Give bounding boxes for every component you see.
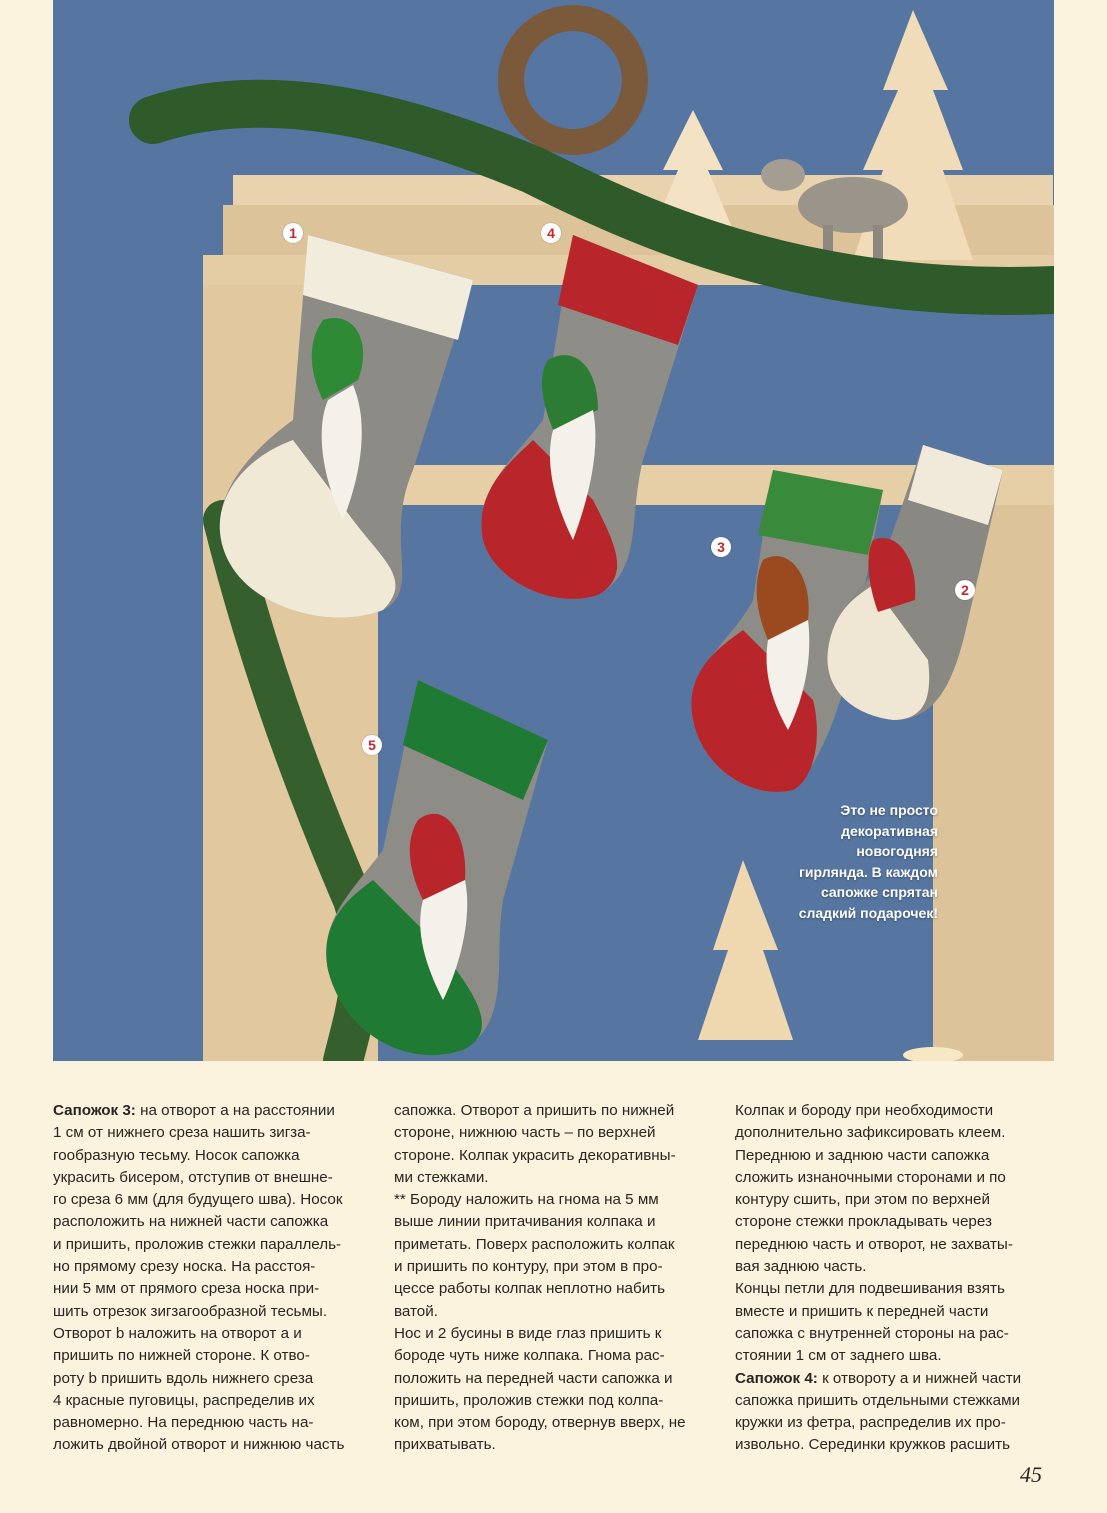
text-line: вместе и пришить к передней части — [735, 1302, 989, 1320]
text-line: стороне, нижнюю часть – по верхней — [394, 1124, 656, 1142]
text-line: сапожка. Отворот а пришить по нижней — [394, 1102, 675, 1119]
text-line: стороне стежки прокладывать через — [735, 1213, 992, 1231]
photo-caption — [752, 800, 938, 923]
text-line: но прямому срезу носка. На расстоя- — [53, 1258, 316, 1276]
stocking-marker-3: 3 — [711, 537, 731, 557]
text-line: го среза 6 мм (для будущего шва). Носок — [53, 1191, 343, 1209]
text-line: и пришить, проложив стежки параллель- — [53, 1235, 342, 1253]
text-line: переднюю часть и отворот, не захваты- — [735, 1235, 1013, 1253]
text-line: пришить по нижней стороне. К отво- — [53, 1347, 310, 1365]
text-line: ложить двойной отворот и нижнюю часть — [53, 1436, 345, 1454]
text-line: Нос и 2 бусины в виде глаз пришить к — [394, 1324, 662, 1342]
caption-line: сапожке спрятан — [820, 884, 938, 900]
text-line: шить отрезок зигзагообразной тесьмы. — [53, 1302, 328, 1320]
instructions-text — [53, 1100, 1054, 1460]
page-number: 45 — [1020, 1462, 1042, 1487]
stocking-marker-5: 5 — [362, 735, 382, 755]
text-line: сложить изнаночными сторонами и по — [735, 1168, 1006, 1186]
text-column-2 — [394, 1100, 716, 1457]
text-line: 1 см от нижнего среза нашить зигза- — [53, 1124, 311, 1142]
donkey-figure — [798, 177, 908, 233]
text-line: ** Бороду наложить на гнома на 5 мм — [394, 1191, 659, 1209]
text-line: цессе работы колпак неплотно набить — [394, 1280, 666, 1298]
caption-line: гирлянда. В каждом — [799, 863, 938, 880]
text-line: сапожка с внутренней стороны на рас- — [735, 1324, 1009, 1342]
caption-line: новогодняя — [856, 843, 938, 859]
caption-line: декоративная — [841, 822, 938, 839]
stocking-marker-1: 1 — [283, 223, 303, 243]
text-column-3 — [735, 1100, 1057, 1457]
text-line: прихватывать. — [394, 1436, 496, 1454]
text-column-1 — [53, 1100, 375, 1457]
text-line: ком, при этом бороду, отвернув вверх, не — [394, 1414, 686, 1432]
caption-line: Это не просто — [840, 802, 938, 818]
text-line: нии 5 мм от прямого среза носка при- — [53, 1280, 320, 1298]
text-line: сапожка пришить отдельными стежками — [735, 1391, 1021, 1409]
text-line: извольно. Серединки кружков расшить — [735, 1436, 1010, 1454]
text-line: на отворот а на расстоянии — [135, 1102, 335, 1119]
stocking-marker-2: 2 — [955, 580, 975, 600]
text-line: стороне. Колпак украсить декоративны- — [394, 1146, 676, 1164]
text-line: Концы петли для подвешивания взять — [735, 1280, 1005, 1298]
text-line: ми стежками. — [394, 1168, 489, 1186]
text-line: контуру сшить, при этом по верхней — [735, 1191, 990, 1209]
text-line: бороде чуть ниже колпака. Гнома рас- — [394, 1347, 665, 1365]
caption-line: сладкий подарочек! — [798, 904, 938, 921]
text-line: гообразную тесьму. Носок сапожка — [53, 1146, 300, 1164]
text-line: положить на передней части сапожка и — [394, 1369, 673, 1387]
text-line: выше линии притачивания колпака и — [394, 1213, 656, 1231]
text-line: пришить, проложив стежки под колпа- — [394, 1391, 664, 1409]
section-heading-stocking-3: Сапожок 3: — [53, 1102, 136, 1119]
text-line: кружки из фетра, распределив их про- — [735, 1414, 1006, 1432]
text-line: приметать. Поверх расположить колпак — [394, 1235, 675, 1253]
text-line: 4 красные пуговицы, распределив их — [53, 1391, 315, 1409]
text-line: вая заднюю часть. — [735, 1258, 867, 1276]
section-heading-stocking-4: Сапожок 4: — [735, 1369, 818, 1387]
text-line: украсить бисером, отступив от внешне- — [53, 1168, 333, 1186]
text-line: дополнительно зафиксировать клеем. — [735, 1124, 1006, 1142]
text-line: Переднюю и заднюю части сапожка — [735, 1146, 990, 1164]
stocking-marker-4: 4 — [541, 223, 561, 243]
text-line: равномерно. На переднюю часть на- — [53, 1414, 314, 1432]
text-line: к отвороту а и нижней части — [817, 1369, 1022, 1387]
text-line: Колпак и бороду при необходимости — [735, 1102, 994, 1119]
text-line: роту b пришить вдоль нижнего среза — [53, 1369, 314, 1387]
text-line: стоянии 1 см от заднего шва. — [735, 1347, 942, 1365]
text-line: расположить на нижней части сапожка — [53, 1213, 329, 1231]
text-line: и пришить по контуру, при этом в про- — [394, 1258, 663, 1276]
text-line: ватой. — [394, 1302, 438, 1320]
text-line: Отворот b наложить на отворот a и — [53, 1324, 302, 1342]
